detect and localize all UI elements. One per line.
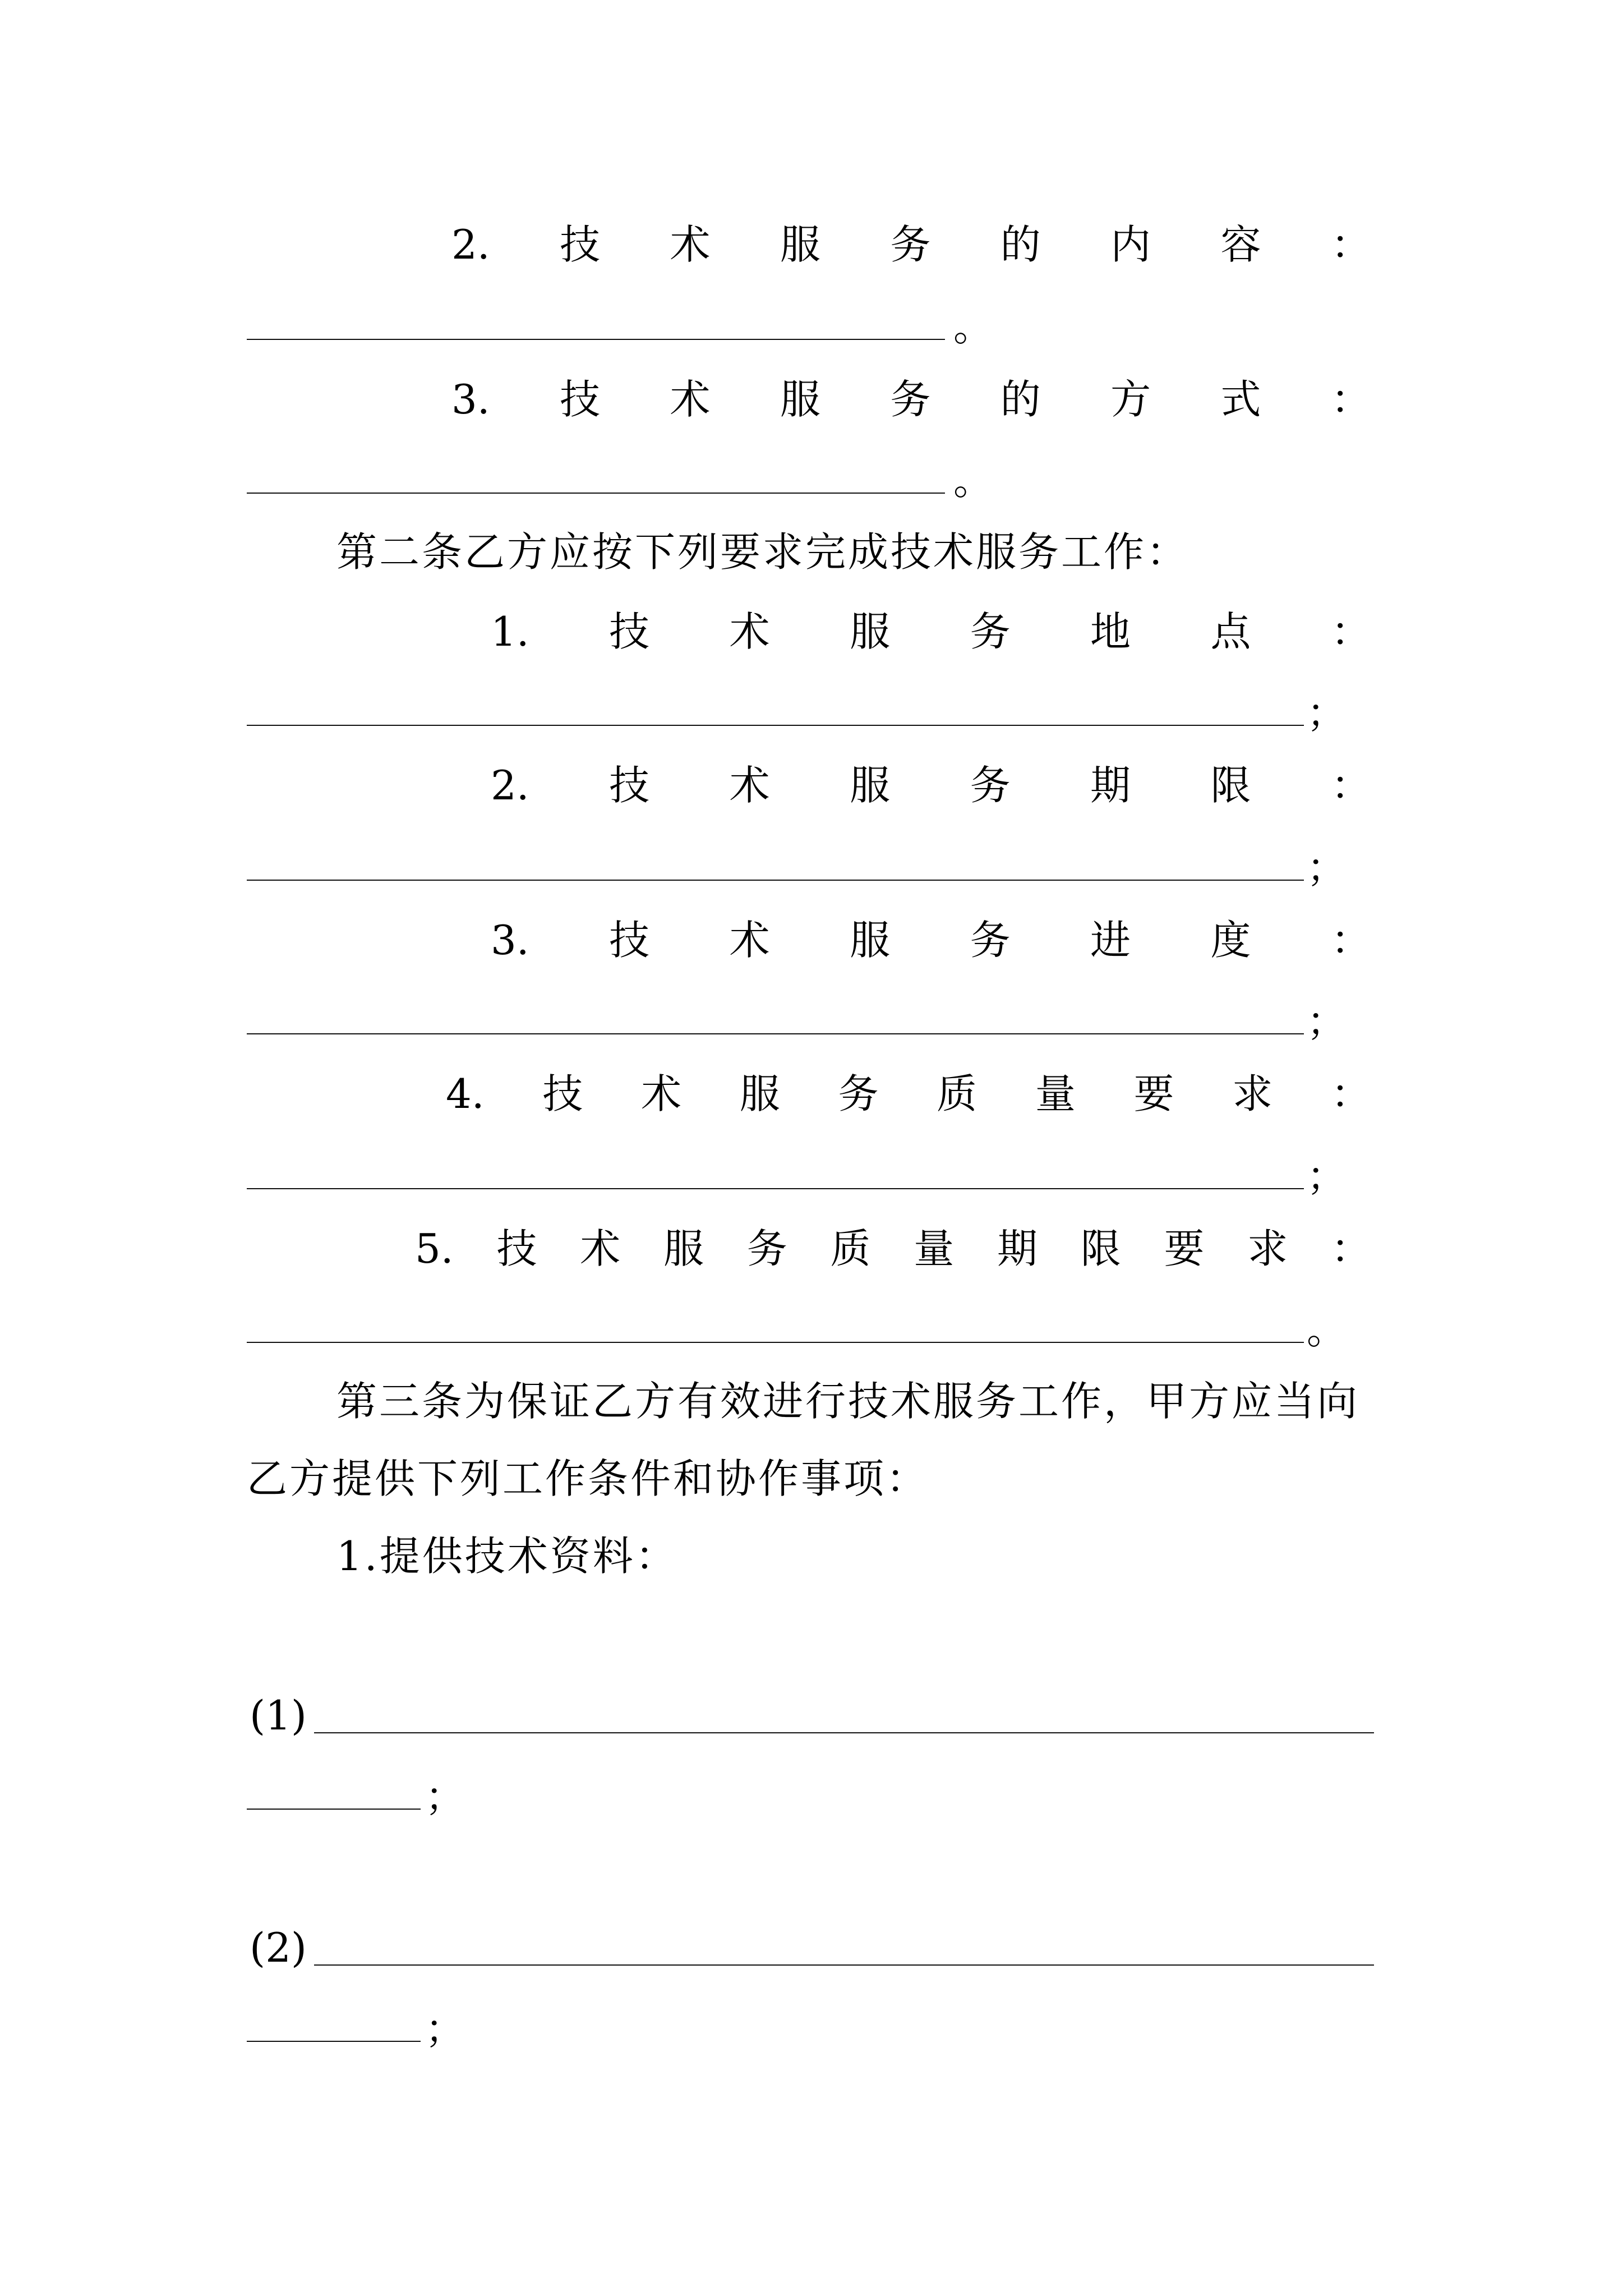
heading-char: 的 xyxy=(1000,376,1041,423)
heading-char: 务 xyxy=(970,762,1011,809)
entry-2-line xyxy=(314,1964,1374,1966)
heading-colon: ： xyxy=(1330,376,1371,423)
heading-char: 限 xyxy=(1210,762,1251,809)
heading-char: 务 xyxy=(746,1225,787,1272)
heading-char: 务 xyxy=(838,1070,879,1117)
entry-1-cont-line xyxy=(247,1809,421,1810)
method-end-mark: 。 xyxy=(953,458,993,504)
item-quality xyxy=(446,1070,1371,1117)
heading-char: 服 xyxy=(780,221,820,268)
heading-char: 服 xyxy=(739,1070,780,1117)
method-fill-line xyxy=(247,493,945,494)
heading-char: 技 xyxy=(609,917,650,964)
heading-char: 服 xyxy=(850,608,891,655)
quality-period-end-mark: 。 xyxy=(1307,1307,1346,1353)
content-fill-line xyxy=(247,339,945,340)
heading-char: 量 xyxy=(914,1225,955,1272)
heading-char: 技 xyxy=(542,1070,583,1117)
heading-char: 限 xyxy=(1080,1225,1121,1272)
article-3-line-1: 第三条为保证乙方有效进行技术服务工作，甲方应当向 xyxy=(336,1378,1360,1425)
heading-char: 方 xyxy=(1110,376,1151,423)
location-end-mark: ； xyxy=(1307,690,1346,736)
heading-char: 点 xyxy=(1210,608,1251,655)
heading-char: 技 xyxy=(560,221,601,268)
quality-period-fill-line xyxy=(247,1342,1304,1343)
quality-fill-line xyxy=(247,1188,1304,1189)
heading-char: 务 xyxy=(890,376,931,423)
quality-end-mark: ； xyxy=(1307,1153,1346,1199)
heading-char: 术 xyxy=(641,1070,682,1117)
article-3-line-2: 乙方提供下列工作条件和协作事项： xyxy=(247,1455,929,1502)
progress-end-mark: ； xyxy=(1307,999,1346,1045)
heading-char: 技 xyxy=(560,376,601,423)
heading-char: 术 xyxy=(729,608,770,655)
heading-char: 求 xyxy=(1247,1225,1288,1272)
heading-colon: ： xyxy=(1330,608,1371,655)
content-end-mark: 。 xyxy=(953,304,993,350)
article-2-heading: 第二条乙方应按下列要求完成技术服务工作： xyxy=(336,528,1189,576)
location-fill-line xyxy=(247,725,1304,726)
heading-char: 容 xyxy=(1220,221,1261,268)
heading-char: 地 xyxy=(1090,608,1131,655)
heading-char: 内 xyxy=(1110,221,1151,268)
item-quality-period xyxy=(415,1225,1371,1272)
heading-char: 术 xyxy=(670,376,711,423)
item-number: 4. xyxy=(446,1070,485,1117)
heading-char: 求 xyxy=(1232,1070,1273,1117)
item-number: 2. xyxy=(491,762,529,809)
heading-char: 务 xyxy=(970,608,1011,655)
period-fill-line xyxy=(247,880,1304,881)
heading-char: 的 xyxy=(1000,221,1041,268)
entry-1-end-mark: ； xyxy=(425,1774,464,1820)
heading-char: 质 xyxy=(830,1225,871,1272)
item-number: 3. xyxy=(491,917,529,964)
entry-2-cont-line xyxy=(247,2041,421,2042)
heading-char: 术 xyxy=(580,1225,621,1272)
heading-char: 服 xyxy=(780,376,820,423)
heading-char: 服 xyxy=(663,1225,704,1272)
heading-char: 进 xyxy=(1090,917,1131,964)
heading-char: 术 xyxy=(729,917,770,964)
article-3-sub-1: 1.提供技术资料： xyxy=(336,1533,678,1580)
heading-char: 务 xyxy=(890,221,931,268)
entry-2-end-mark: ； xyxy=(425,2006,464,2052)
heading-char: 服 xyxy=(850,762,891,809)
heading-char: 要 xyxy=(1133,1070,1174,1117)
heading-char: 期 xyxy=(997,1225,1038,1272)
heading-char: 量 xyxy=(1035,1070,1076,1117)
heading-char: 术 xyxy=(729,762,770,809)
item-progress xyxy=(491,917,1371,964)
item-number: 3. xyxy=(451,376,490,423)
heading-char: 技 xyxy=(609,608,650,655)
item-number: 1. xyxy=(491,608,529,655)
method-heading xyxy=(451,376,1371,423)
item-period xyxy=(491,762,1371,809)
heading-char: 质 xyxy=(937,1070,978,1117)
heading-char: 服 xyxy=(850,917,891,964)
entry-2-label: (2) xyxy=(250,1924,307,1971)
heading-char: 要 xyxy=(1164,1225,1205,1272)
heading-char: 务 xyxy=(970,917,1011,964)
heading-colon: ： xyxy=(1330,1225,1371,1272)
heading-colon: ： xyxy=(1330,762,1371,809)
heading-char: 度 xyxy=(1210,917,1251,964)
progress-fill-line xyxy=(247,1033,1304,1034)
heading-colon: ： xyxy=(1330,917,1371,964)
item-number: 2. xyxy=(451,221,490,268)
item-number: 5. xyxy=(415,1225,454,1272)
heading-colon: ： xyxy=(1330,1070,1371,1117)
period-end-mark: ； xyxy=(1307,845,1346,891)
heading-char: 术 xyxy=(670,221,711,268)
item-location xyxy=(491,608,1371,655)
heading-char: 技 xyxy=(496,1225,537,1272)
content-heading xyxy=(451,221,1371,268)
heading-char: 技 xyxy=(609,762,650,809)
heading-char: 式 xyxy=(1220,376,1261,423)
entry-1-line xyxy=(314,1732,1374,1733)
heading-colon: ： xyxy=(1330,221,1371,268)
heading-char: 期 xyxy=(1090,762,1131,809)
entry-1-label: (1) xyxy=(250,1692,307,1739)
